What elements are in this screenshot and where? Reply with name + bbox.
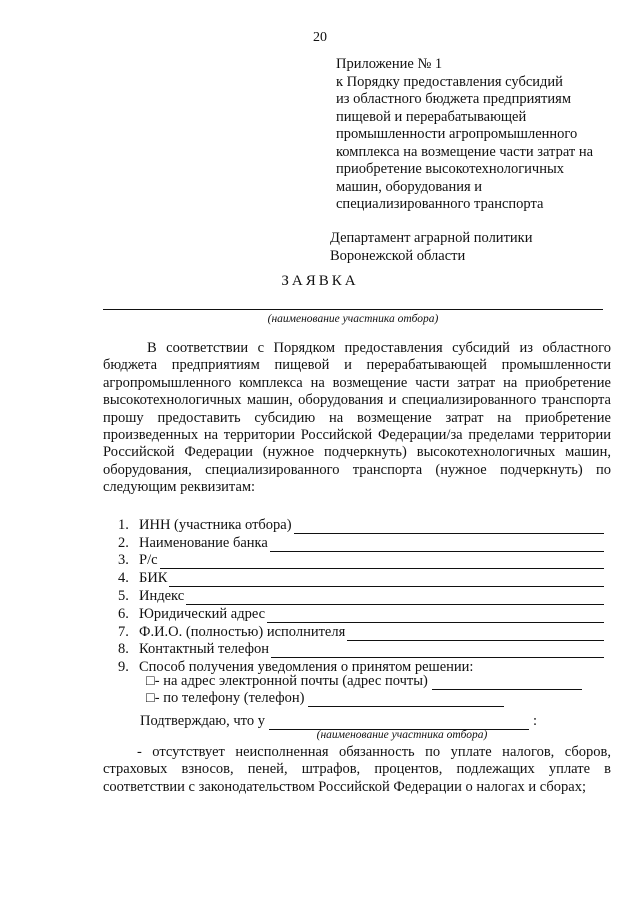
no-debt-paragraph: - отсутствует неисполненная обязанность по уплате налогов, сборов, страховых взносов, пеней, штрафов, процентов, подлежащих уплате в соответствии с законодательством Российской Федерации о налогах и сборах; [103, 744, 611, 795]
field-label: Контактный телефон [139, 641, 270, 658]
confirmation-line [140, 713, 537, 730]
appendix-line: Приложение № 1 [336, 56, 443, 72]
confirm-suffix: : [532, 713, 537, 729]
field-number: 1. [118, 516, 129, 533]
appendix-line: комплекса на возмещение части затрат на [336, 143, 594, 160]
department-line: Воронежской области [330, 248, 466, 264]
field-number: 8. [118, 641, 129, 658]
field-label: ИНН (участника отбора) [139, 516, 292, 533]
appendix-header [336, 56, 636, 214]
field-contact-phone[interactable] [118, 641, 604, 659]
appendix-line: пищевой и перерабатывающей [336, 108, 527, 125]
field-label: Ф.И.О. (полностью) исполнителя [139, 623, 346, 640]
field-number: 7. [118, 623, 129, 640]
option-phone[interactable] [146, 690, 582, 708]
appendix-line: к Порядку предоставления субсидий [336, 73, 563, 90]
field-bik[interactable] [118, 569, 604, 587]
requisites-list [118, 516, 604, 676]
option-label: - на адрес электронной почты (адрес почты) [154, 672, 428, 689]
participant-caption: (наименование участника отбора) [267, 313, 439, 325]
field-label: Юридический адрес [139, 605, 266, 622]
field-label: Наименование банка [139, 534, 268, 551]
checkbox-icon[interactable]: □ [146, 690, 155, 706]
field-number: 9. [118, 659, 129, 676]
field-number: 5. [118, 587, 129, 604]
phone-blank[interactable] [308, 694, 504, 707]
field-number: 3. [118, 552, 129, 569]
request-paragraph: В соответствии с Порядком предоставления субсидий из областного бюджета предприятиям пищевой и перерабатывающей промышленности агропромышленного комплекса на возмещение части затрат на приобретение высокотехнологичных машин, оборудования и специализированного транспорта прошу предоставить субсидию на возмещение затрат на приобретение произведенных на территории Российской Федерации/за пределами территории Российской Федерации (нужное подчеркнуть) высокотехнологичных машин, оборудования, специализированного транспорта (нужное подчеркнуть) по следующим реквизитам: [103, 340, 611, 496]
appendix-line: из областного бюджета предприятиям [336, 91, 571, 107]
field-blank[interactable] [270, 539, 604, 552]
field-label: Р/с [139, 552, 158, 569]
field-blank[interactable] [169, 574, 604, 587]
field-blank[interactable] [267, 610, 604, 623]
confirm-caption: (наименование участника отбора) [316, 729, 488, 741]
field-blank[interactable] [271, 645, 604, 658]
field-number: 6. [118, 605, 129, 622]
field-label: Способ получения уведомления о принятом решении: [139, 659, 474, 676]
field-inn[interactable] [118, 516, 604, 534]
participant-name-line[interactable] [103, 309, 603, 310]
field-label: БИК [139, 570, 168, 587]
field-legal-address[interactable] [118, 605, 604, 623]
field-blank[interactable] [160, 556, 604, 569]
appendix-line: специализированного транспорта [336, 196, 544, 212]
field-blank[interactable] [186, 592, 604, 605]
field-executor-name[interactable] [118, 623, 604, 641]
field-blank[interactable] [347, 628, 604, 641]
department-addressee [330, 229, 532, 265]
appendix-line: машин, оборудования и [336, 178, 483, 195]
field-bank-name[interactable] [118, 534, 604, 552]
option-email[interactable] [146, 672, 582, 690]
email-blank[interactable] [432, 677, 582, 690]
checkbox-icon[interactable]: □ [146, 672, 155, 689]
field-postal-index[interactable] [118, 587, 604, 605]
appendix-line: приобретение высокотехнологичных [336, 161, 564, 177]
field-account[interactable] [118, 552, 604, 570]
field-number: 2. [118, 534, 129, 551]
confirm-prefix: Подтверждаю, что у [140, 713, 265, 729]
notification-options [146, 672, 582, 707]
field-label: Индекс [139, 587, 185, 604]
option-label: - по телефону (телефон) [154, 690, 305, 706]
field-number: 4. [118, 570, 129, 587]
document-title: ЗАЯВКА [281, 273, 359, 289]
page-number: 20 [313, 30, 327, 45]
field-blank[interactable] [294, 521, 604, 534]
department-line: Департамент аграрной политики [330, 230, 533, 246]
appendix-line: промышленности агропромышленного [336, 126, 578, 142]
